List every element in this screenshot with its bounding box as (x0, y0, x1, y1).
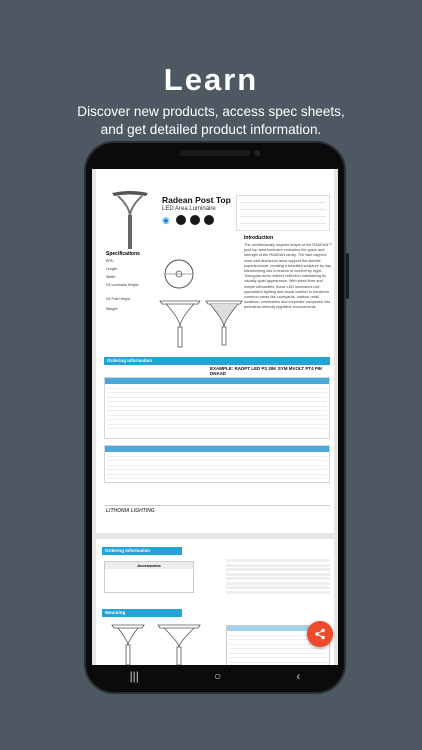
dlc-premium-badge-icon (190, 215, 200, 225)
ordering-info-bar: Ordering Information (104, 357, 330, 365)
phone-speaker (180, 150, 250, 156)
phone-camera (254, 150, 260, 156)
top-view-drawing (162, 257, 196, 291)
spec-label: Width: (106, 275, 116, 279)
product-subtitle: LED Area Luminaire (162, 206, 216, 212)
mounting-drawing (108, 621, 208, 665)
spec-sheet-page-1 (96, 169, 334, 533)
recent-apps-button[interactable]: ||| (129, 669, 139, 683)
wifi-icon: ◉ (162, 215, 170, 225)
product-image (108, 187, 152, 251)
hero-subtitle-line2: and get detailed product information. (100, 122, 322, 137)
mounting-bar: Mounting (102, 609, 182, 617)
hero-subtitle-line1: Discover new products, access spec sheets, (77, 104, 345, 119)
accessories-heading: Accessories (105, 562, 193, 569)
front-view-drawing (204, 297, 244, 349)
ordering-info-bar-2: Ordering Information (102, 547, 182, 555)
specs-heading: Specifications (106, 251, 140, 257)
spec-label: H1 Luminaire Height: (106, 283, 139, 287)
product-title: Radean Post Top (162, 195, 231, 205)
spec-label: EPA: (106, 259, 114, 263)
accessories-table (104, 445, 330, 483)
hero-title: Learn (163, 62, 259, 97)
ordering-table (104, 377, 330, 439)
accessories-box (104, 561, 194, 593)
share-button[interactable] (307, 621, 333, 647)
spec-sheet-page-2 (96, 539, 334, 665)
notes-box (236, 195, 330, 231)
document-viewer[interactable] (92, 169, 338, 665)
notes-list (226, 559, 330, 595)
home-button[interactable]: ○ (214, 669, 222, 683)
phone-frame (84, 141, 346, 694)
phone-side-button (346, 253, 349, 299)
intro-text: The architecturally inspired shape of the RADEAN™ post top area luminaire embodies the grace and strength of the RADEAN family. The twin capped-cone cast aluminum arms support the slender superstructure, creating a beautiful sculpture by day transforming into a beacon of comfort by night. Triangular arms redirect reflection maintaining its visually quiet appearance. With sleek lines and simple silhouettes, these LED luminaires use specialized lighting and visual comfort to transform common areas like courtyards, outdoor retail locations, universities and corporate campuses into pedestrian-friendly nighttime environments. (244, 243, 333, 310)
side-view-drawing (158, 297, 202, 349)
spec-label: Length: (106, 267, 118, 271)
cert-icons (162, 215, 214, 225)
ordering-example: EXAMPLE: RADPT LED P3 30K SYM MVOLT PT4 PIK DNAXD (210, 366, 323, 376)
certification-badge-icon (204, 215, 214, 225)
android-nav-bar (92, 665, 338, 687)
spec-label: Weight: (106, 307, 118, 311)
share-icon (314, 628, 326, 640)
intro-heading: Introduction (244, 235, 274, 241)
brand-logo: LITHONIA LIGHTING (106, 508, 155, 514)
spec-label: H2 Pole Height: (106, 297, 131, 301)
hero-subtitle (0, 103, 422, 139)
back-button[interactable]: ‹ (296, 669, 301, 683)
dlc-badge-icon (176, 215, 186, 225)
